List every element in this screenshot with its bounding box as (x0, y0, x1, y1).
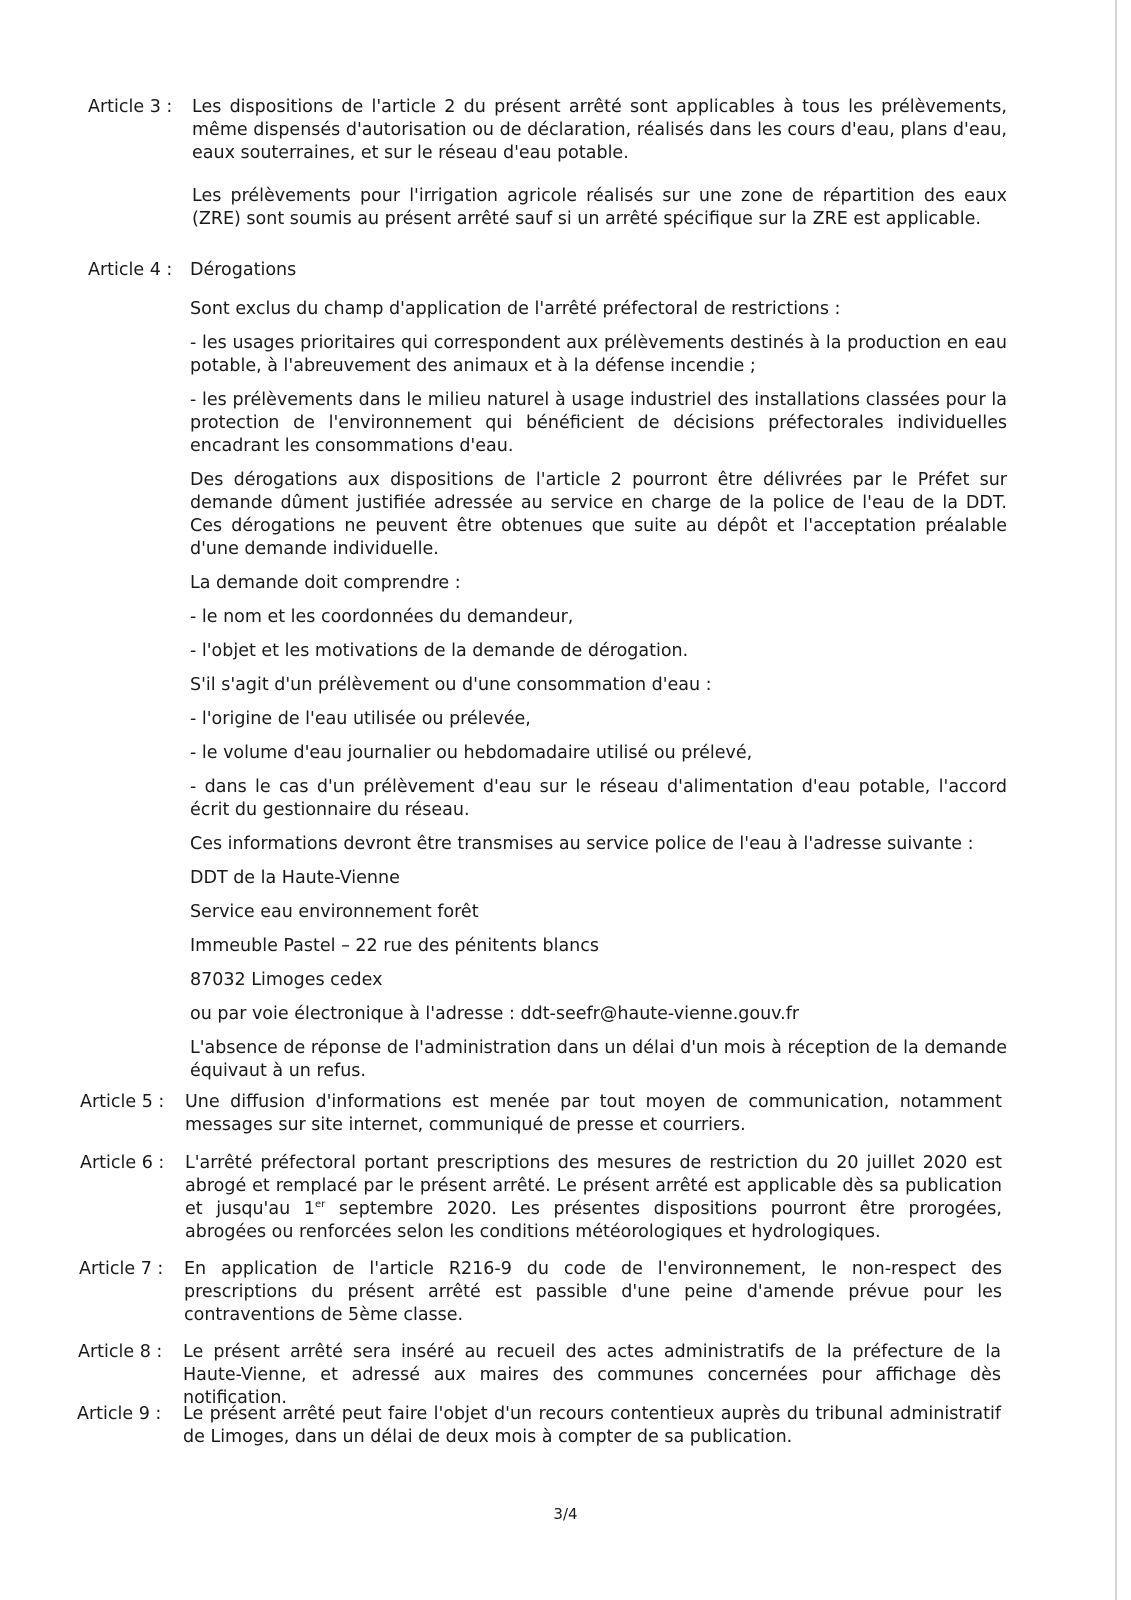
ordinal-superscript: er (314, 1199, 326, 1211)
article-3-paragraph-1: Les dispositions de l'article 2 du présent arrêté sont applicables à tous les prélèvements, même dispensés d'autorisation ou de déclaration, réalisés dans les cours d'eau, plans d'eau, eaux souterraines, et sur le réseau d'eau potable. (192, 97, 1007, 163)
article-4-body (190, 259, 1007, 1083)
address-line: Immeuble Pastel – 22 rue des pénitents blancs (190, 936, 600, 956)
article-4-paragraph: La demande doit comprendre : (190, 573, 461, 593)
article-4-list-item: - dans le cas d'un prélèvement d'eau sur le réseau d'alimentation d'eau potable, l'accord écrit du gestionnaire du réseau. (190, 777, 1007, 820)
article-4-paragraph: - les usages prioritaires qui correspondent aux prélèvements destinés à la production en eau potable, à l'abreuvement des animaux et à la défense incendie ; (190, 333, 1007, 376)
article-8-body (183, 1341, 1001, 1410)
article-7-body (184, 1258, 1002, 1327)
article-4-list-item: - l'origine de l'eau utilisée ou prélevée, (190, 709, 531, 729)
article-7-label: Article 7 : (79, 1259, 164, 1279)
article-4-list-item: - l'objet et les motivations de la demande de dérogation. (190, 641, 689, 661)
article-6-label: Article 6 : (80, 1153, 165, 1173)
article-3-body (192, 96, 1007, 231)
article-9-label: Article 9 : (77, 1404, 162, 1424)
article-5-body (185, 1091, 1002, 1137)
article-8-paragraph: Le présent arrêté sera inséré au recueil des actes administratifs de la préfecture de la Haute-Vienne, et adressé aux maires des communes concernées pour affichage dès notification. (183, 1342, 1001, 1408)
article-6-body (185, 1152, 1002, 1244)
article-4-list-item: - le nom et les coordonnées du demandeur, (190, 607, 574, 627)
email-address-line: ou par voie électronique à l'adresse : ddt-seefr@haute-vienne.gouv.fr (190, 1004, 800, 1024)
article-6-paragraph (185, 1152, 1002, 1244)
article-5-paragraph: Une diffusion d'informations est menée par tout moyen de communication, notamment messages sur site internet, communiqué de presse et courriers. (185, 1092, 1002, 1135)
address-line: 87032 Limoges cedex (190, 970, 383, 990)
article-3-label: Article 3 : (88, 97, 173, 117)
article-4-paragraph: - les prélèvements dans le milieu naturel à usage industriel des installations classées pour la protection de l'environnement qui bénéficient de décisions préfectorales individuelles encadrant les consommations d'eau. (190, 390, 1007, 456)
article-6-text-end: septembre 2020. Les présentes dispositions pourront être prorogées, abrogées ou renforcées selon les conditions météorologiques et hydrologiques. (185, 1199, 1002, 1242)
article-4-paragraph: Ces informations devront être transmises au service police de l'eau à l'adresse suivante : (190, 834, 974, 854)
article-4-heading: Dérogations (190, 260, 297, 280)
article-9-body (183, 1403, 1001, 1449)
address-line: DDT de la Haute-Vienne (190, 868, 400, 888)
page-number: 3/4 (553, 1505, 578, 1523)
article-4-list-item: - le volume d'eau journalier ou hebdomadaire utilisé ou prélevé, (190, 743, 753, 763)
article-6-text-start: L'arrêté préfectoral portant prescriptions des mesures de restriction du 20 juillet 2020 est abrogé et remplacé par le présent arrêté. Le présent arrêté est applicable dès sa publication et jusqu'au 1 (185, 1153, 1002, 1219)
article-4-paragraph: L'absence de réponse de l'administration dans un délai d'un mois à réception de la demande équivaut à un refus. (190, 1038, 1007, 1081)
article-5-label: Article 5 : (80, 1092, 165, 1112)
article-9-paragraph: Le présent arrêté peut faire l'objet d'un recours contentieux auprès du tribunal administratif de Limoges, dans un délai de deux mois à compter de sa publication. (183, 1404, 1001, 1447)
scan-edge-line (1115, 0, 1117, 1600)
article-4-label: Article 4 : (88, 260, 173, 280)
article-4-paragraph: Sont exclus du champ d'application de l'arrêté préfectoral de restrictions : (190, 299, 841, 319)
article-8-label: Article 8 : (78, 1342, 163, 1362)
article-4-paragraph: Des dérogations aux dispositions de l'article 2 pourront être délivrées par le Préfet sur demande dûment justifiée adressée au service en charge de la police de l'eau de la DDT. Ces dérogations ne peuvent être obtenues que suite au dépôt et l'acceptation préalable d'une demande individuelle. (190, 470, 1007, 559)
article-3-paragraph-2: Les prélèvements pour l'irrigation agricole réalisés sur une zone de répartition des eaux (ZRE) sont soumis au présent arrêté sauf si un arrêté spécifique sur la ZRE est applicable. (192, 186, 1007, 229)
address-line: Service eau environnement forêt (190, 902, 479, 922)
article-4-paragraph: S'il s'agit d'un prélèvement ou d'une consommation d'eau : (190, 675, 712, 695)
article-7-paragraph: En application de l'article R216-9 du code de l'environnement, le non-respect des prescriptions du présent arrêté est passible d'une peine d'amende prévue pour les contraventions de 5ème classe. (184, 1259, 1002, 1325)
